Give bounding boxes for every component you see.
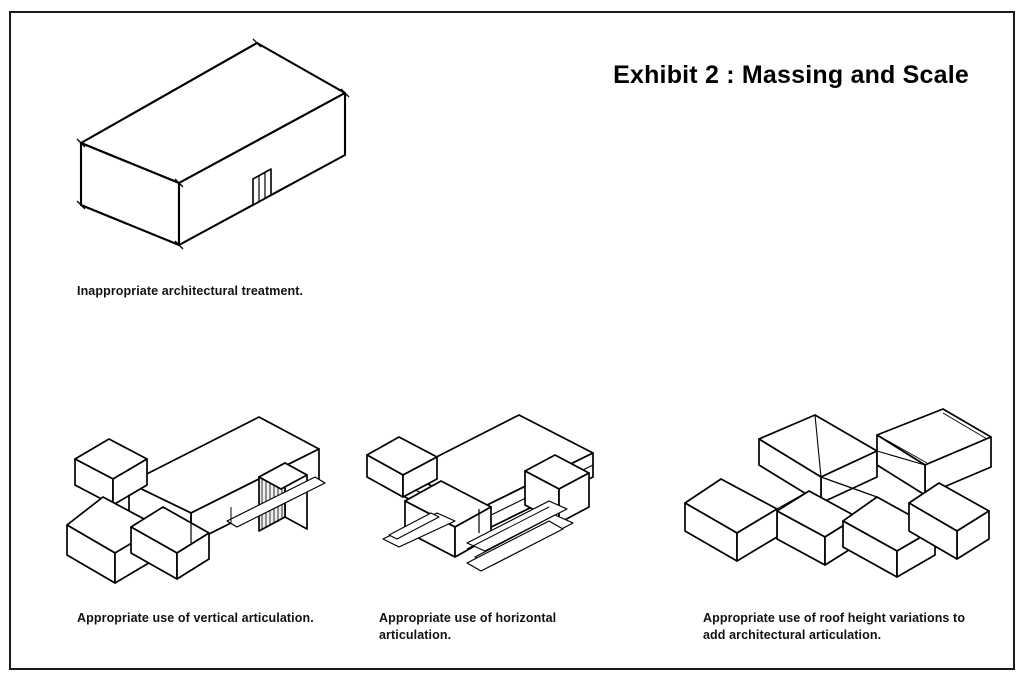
figure-horizontal-articulation bbox=[359, 411, 629, 591]
page-title: Exhibit 2 : Massing and Scale bbox=[613, 61, 969, 89]
caption-horizontal-articulation: Appropriate use of horizontal articulation. bbox=[379, 611, 557, 642]
figure-inappropriate-massing bbox=[57, 37, 377, 267]
caption-inappropriate-massing: Inappropriate architectural treatment. bbox=[77, 284, 304, 298]
isometric-box-building-icon bbox=[77, 39, 349, 249]
isometric-building-horizontal-articulation-icon bbox=[367, 415, 593, 571]
figure-roof-height-variation bbox=[681, 405, 1001, 595]
caption-roof-height-variation: Appropriate use of roof height variations to add architectural articulation. bbox=[703, 611, 966, 642]
exhibit-border bbox=[9, 11, 1015, 670]
caption-vertical-articulation: Appropriate use of vertical articulation. bbox=[77, 611, 314, 625]
figure-vertical-articulation bbox=[63, 411, 333, 591]
isometric-building-vertical-articulation-icon bbox=[67, 417, 325, 583]
isometric-building-varied-roof-heights-icon bbox=[685, 409, 991, 577]
